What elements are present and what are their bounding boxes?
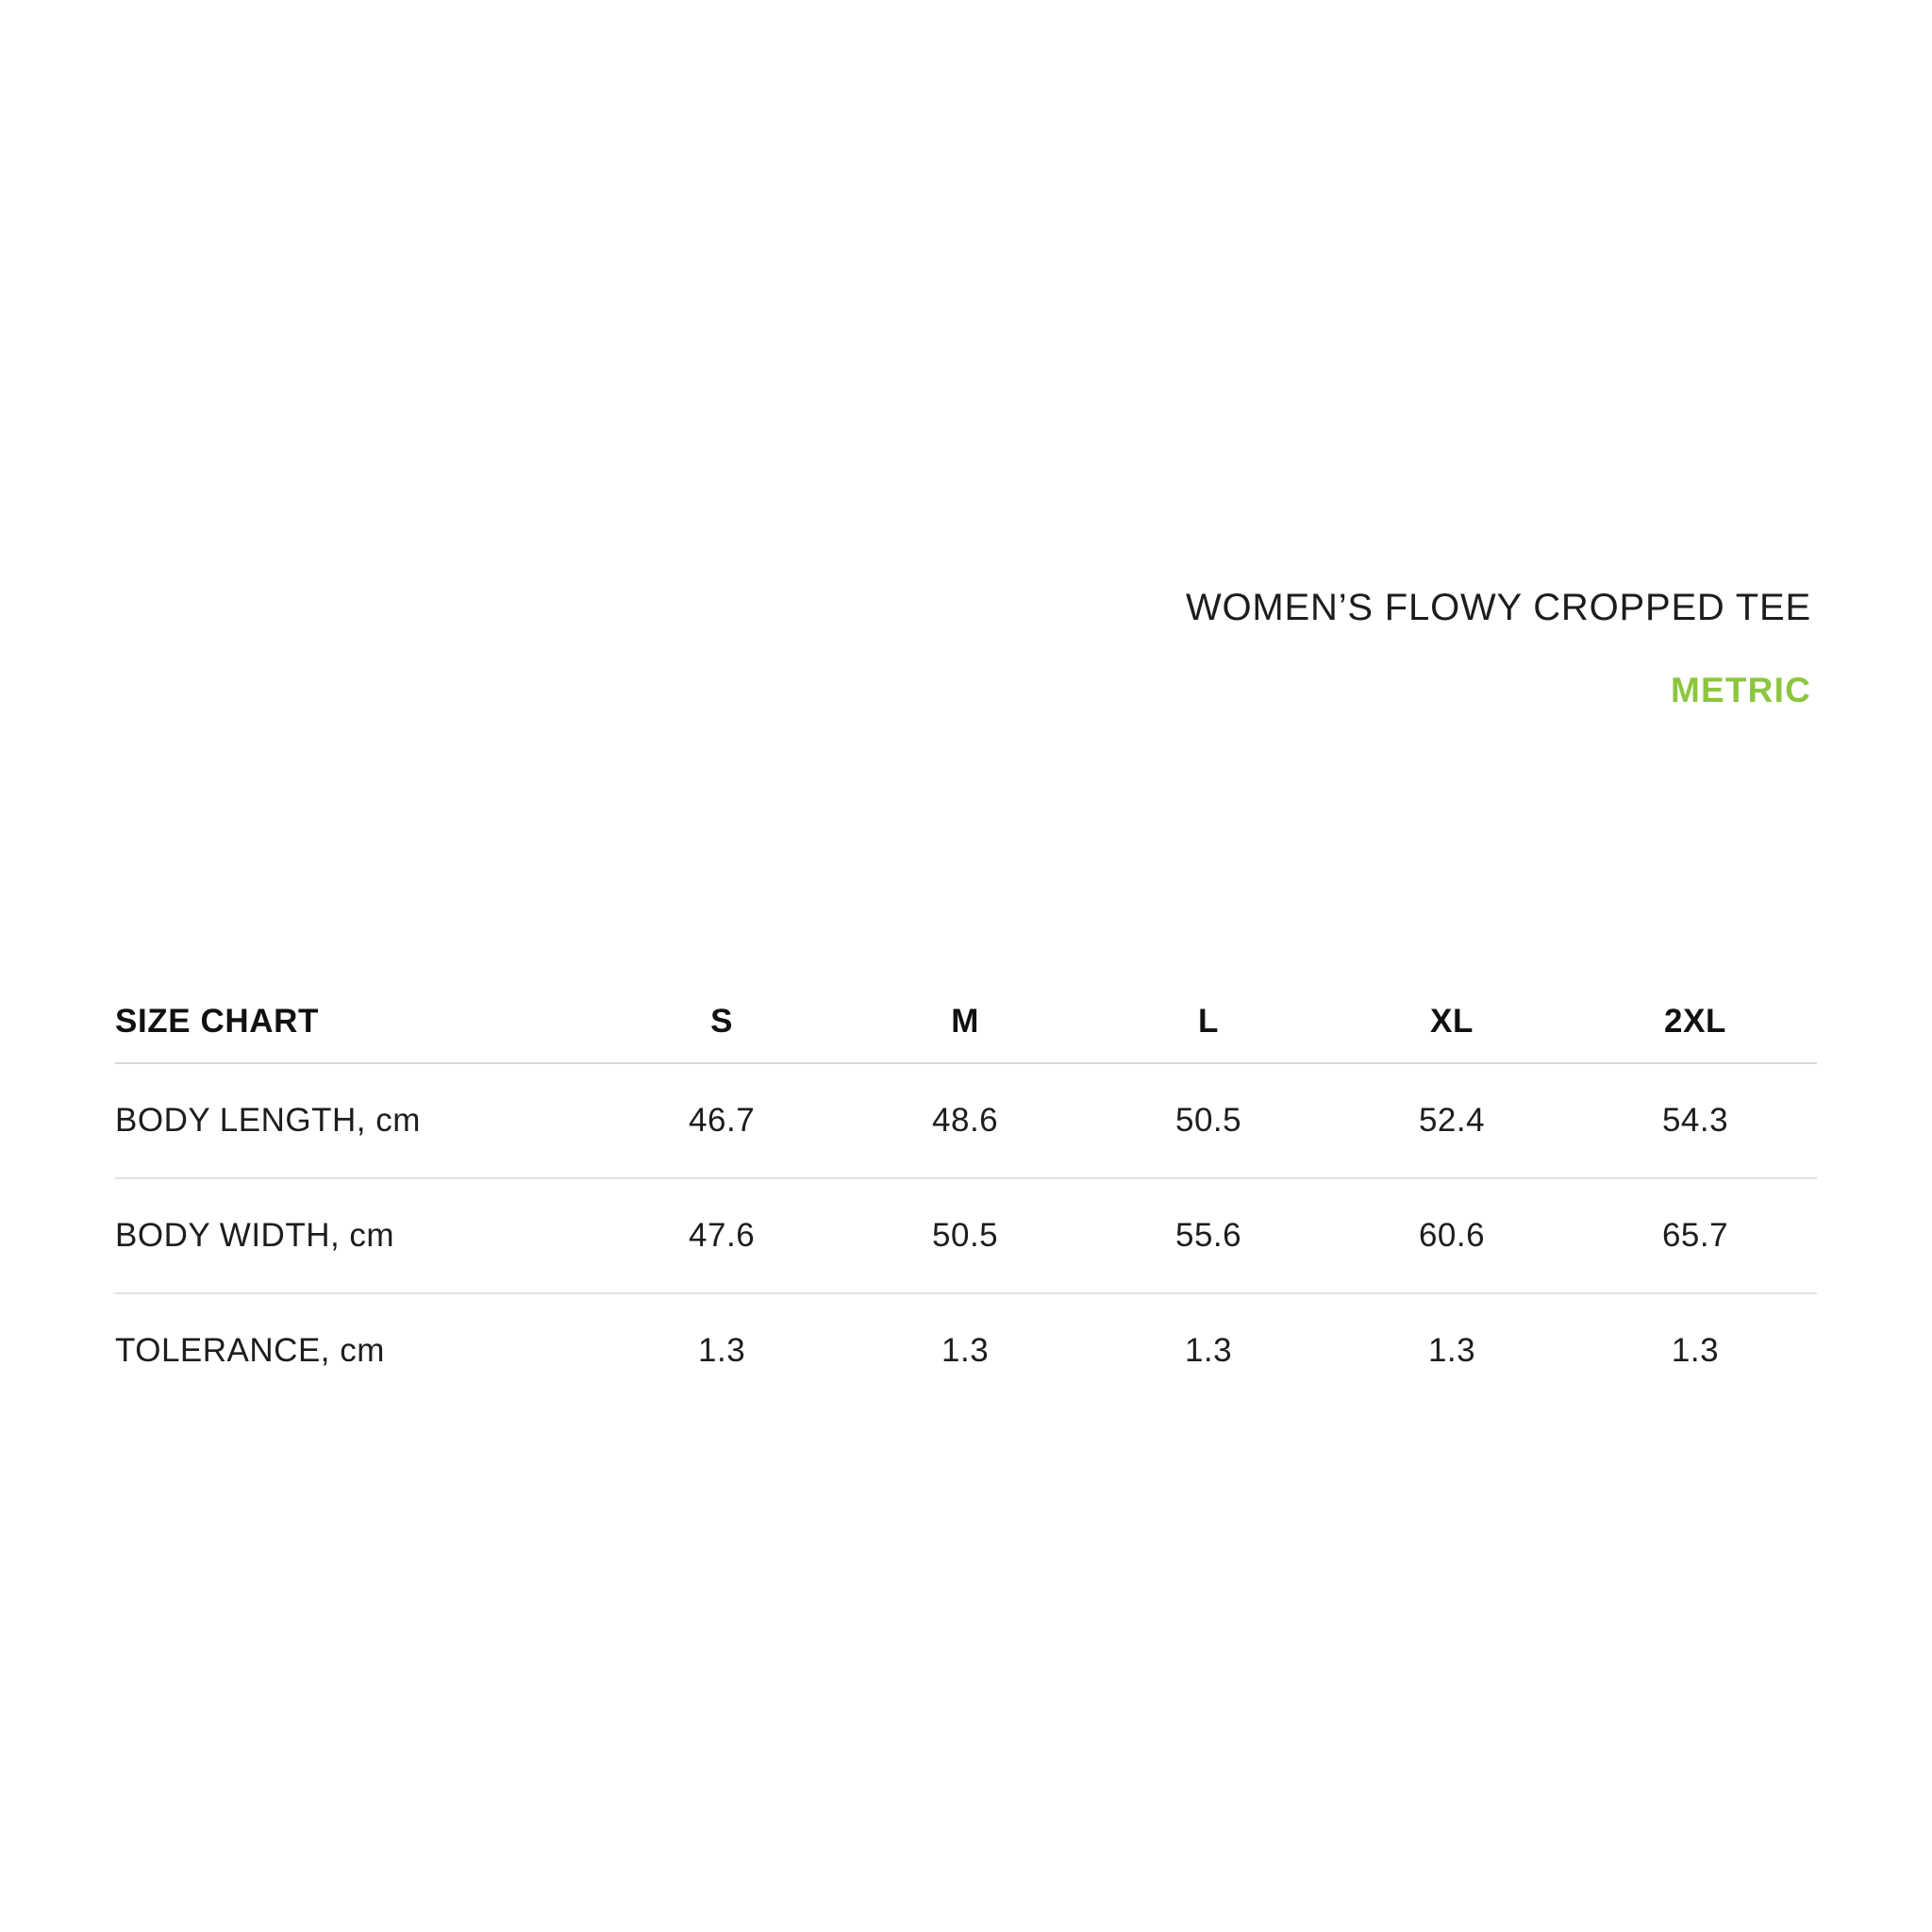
page-title: WOMEN’S FLOWY CROPPED TEE	[1185, 587, 1811, 628]
cell-body-length-s: 46.7	[600, 1063, 843, 1178]
column-header-l: L	[1087, 981, 1330, 1063]
cell-body-width-xl: 60.6	[1330, 1178, 1574, 1293]
cell-body-length-xl: 52.4	[1330, 1063, 1574, 1178]
table-header-row	[115, 981, 1817, 1063]
table-corner-label: SIZE CHART	[115, 981, 600, 1063]
cell-body-width-l: 55.6	[1087, 1178, 1330, 1293]
row-label-body-width: BODY WIDTH, cm	[115, 1178, 600, 1293]
cell-tolerance-l: 1.3	[1184, 1332, 1233, 1369]
cell-body-length-m: 48.6	[843, 1063, 1087, 1178]
cell-tolerance-2xl: 1.3	[1671, 1332, 1720, 1369]
cell-tolerance-xl: 1.3	[1427, 1332, 1476, 1369]
table-row	[115, 1178, 1817, 1293]
column-header-s: S	[600, 981, 843, 1063]
column-header-xl: XL	[1330, 981, 1574, 1063]
size-chart-table	[115, 981, 1817, 1407]
cell-tolerance-m: 1.3	[941, 1332, 990, 1369]
cell-body-width-m: 50.5	[843, 1178, 1087, 1293]
column-header-m: M	[843, 981, 1087, 1063]
row-label-body-length: BODY LENGTH, cm	[115, 1063, 600, 1178]
cell-body-length-2xl: 54.3	[1574, 1063, 1817, 1178]
row-label-tolerance: TOLERANCE, cm	[115, 1332, 385, 1369]
table-row	[115, 1293, 1817, 1407]
table-row	[115, 1063, 1817, 1178]
cell-body-width-s: 47.6	[600, 1178, 843, 1293]
cell-body-length-l: 50.5	[1087, 1063, 1330, 1178]
unit-system-label: METRIC	[1670, 671, 1811, 709]
size-chart-table-wrapper	[115, 981, 1817, 1407]
cell-tolerance-s: 1.3	[698, 1332, 746, 1369]
chart-header	[1186, 585, 1811, 711]
column-header-2xl: 2XL	[1574, 981, 1817, 1063]
cell-body-width-2xl: 65.7	[1574, 1178, 1817, 1293]
